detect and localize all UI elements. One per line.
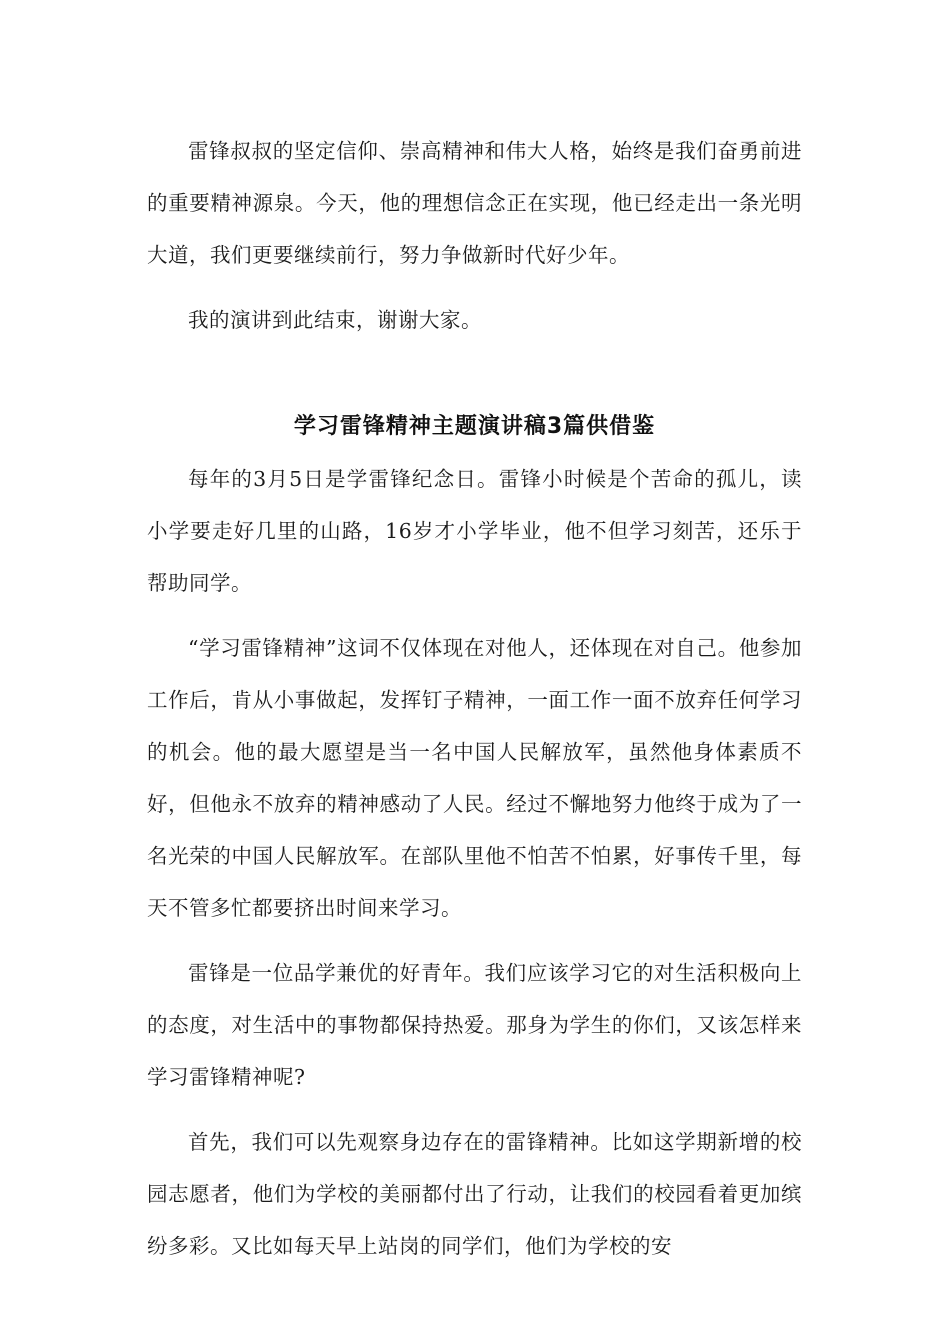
paragraph-good-youth: 雷锋是一位品学兼优的好青年。我们应该学习它的对生活积极向上的态度，对生活中的事物都保持热爱。那身为学生的你们，又该怎样来学习雷锋精神呢? <box>147 961 802 1089</box>
document-title: 学习雷锋精神主题演讲稿3篇供借鉴 <box>293 414 656 439</box>
paragraph-closing: 我的演讲到此结束，谢谢大家。 <box>188 308 482 332</box>
paragraph-first: 首先，我们可以先观察身边存在的雷锋精神。比如这学期新增的校园志愿者，他们为学校的美丽都付出了行动，让我们的校园看着更加缤纷多彩。又比如每天早上站岗的同学们，他们为学校的安 <box>147 1130 802 1258</box>
paragraph-march-5: 每年的3月5日是学雷锋纪念日。雷锋小时候是个苦命的孤儿，读小学要走好几里的山路，16岁才小学毕业，他不但学习刻苦，还乐于帮助同学。 <box>147 467 802 595</box>
document-page <box>147 125 802 1272</box>
paragraph-faith: 雷锋叔叔的坚定信仰、崇高精神和伟大人格，始终是我们奋勇前进的重要精神源泉。今天，他的理想信念正在实现，他已经走出一条光明大道，我们更要继续前行，努力争做新时代好少年。 <box>147 139 802 267</box>
paragraph-learning-spirit: “学习雷锋精神”这词不仅体现在对他人，还体现在对自己。他参加工作后，肯从小事做起，发挥钉子精神，一面工作一面不放弃任何学习的机会。他的最大愿望是当一名中国人民解放军，虽然他身体素质不好，但他永不放弃的精神感动了人民。经过不懈地努力他终于成为了一名光荣的中国人民解放军。在部队里他不怕苦不怕累，好事传千里，每天不管多忙都要挤出时间来学习。 <box>147 636 802 920</box>
